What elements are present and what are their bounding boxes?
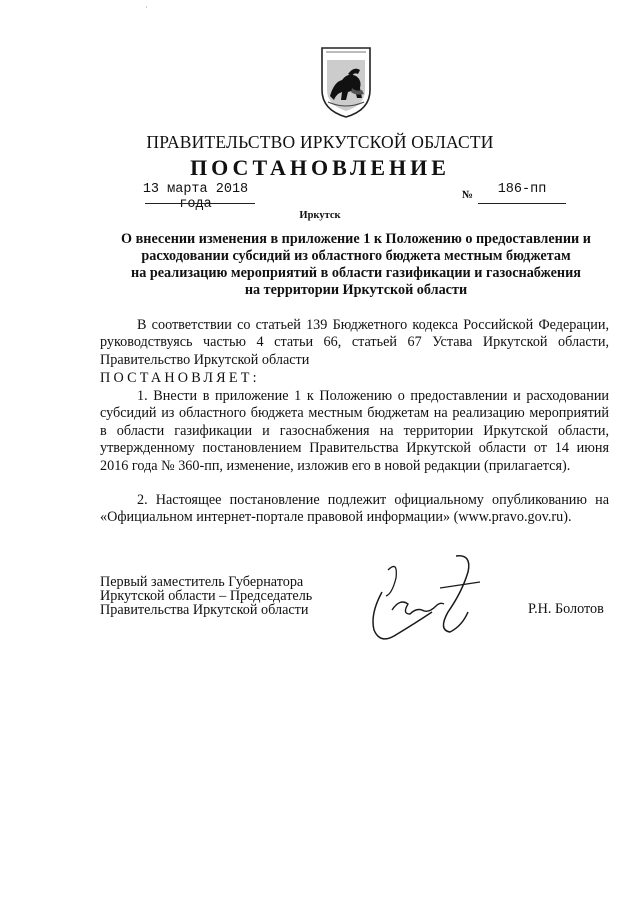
preamble-paragraph bbox=[100, 317, 609, 369]
position-line: Правительства Иркутской области bbox=[100, 601, 309, 618]
item-1-text: 1. Внести в приложение 1 к Положению о предоставлении и расходовании субсидий из областного бюджета местным бюджетам на реализацию мероприятий в области газификации и газоснабжения на территории Иркутской области, утвержденному постановлением Правительства Иркутской области от 14 июня 2016 года № 360-пп, изменение, изложив его в новой редакции (прилагается). bbox=[100, 388, 609, 474]
item-2-text: 2. Настоящее постановление подлежит официальному опубликованию на «Официальном интернет-портале правовой информации» (www.pravo.gov.ru). bbox=[100, 492, 609, 526]
document-date: 13 марта 2018 года bbox=[142, 182, 249, 212]
city-name: Иркутск bbox=[299, 210, 341, 221]
number-sign: № bbox=[462, 189, 474, 201]
date-underline bbox=[145, 203, 255, 204]
signatory-name: Р.Н. Болотов bbox=[528, 601, 604, 617]
government-name: ПРАВИТЕЛЬСТВО ИРКУТСКОЙ ОБЛАСТИ bbox=[146, 132, 494, 152]
position-line: Иркутской области – Председатель bbox=[100, 587, 313, 604]
item-2-paragraph bbox=[100, 492, 609, 527]
title-line: на реализацию мероприятий в области газификации и газоснабжения bbox=[131, 265, 581, 281]
corner-mark: · bbox=[145, 3, 148, 12]
document-type: ПОСТАНОВЛЕНИЕ bbox=[190, 155, 450, 180]
title-line: на территории Иркутской области bbox=[244, 282, 468, 298]
document-number: 186-пп bbox=[497, 182, 547, 197]
number-underline bbox=[478, 203, 566, 204]
document-title bbox=[96, 231, 616, 299]
signatory-position bbox=[100, 576, 312, 617]
title-line: расходовании субсидий из областного бюджета местным бюджетам bbox=[141, 248, 571, 264]
handwritten-signature bbox=[322, 552, 500, 652]
resolves-heading: ПОСТАНОВЛЯЕТ: bbox=[100, 370, 260, 386]
coat-of-arms-emblem bbox=[318, 44, 374, 120]
position-line: Первый заместитель Губернатора bbox=[100, 574, 304, 590]
preamble-text: В соответствии со статьей 139 Бюджетного кодекса Российской Федерации, руководствуясь частью 4 статьи 66, статьей 67 Устава Иркутской области, Правительство Иркутской области bbox=[100, 317, 609, 368]
item-1-paragraph bbox=[100, 388, 609, 475]
title-line: О внесении изменения в приложение 1 к Положению о предоставлении и bbox=[121, 231, 591, 247]
